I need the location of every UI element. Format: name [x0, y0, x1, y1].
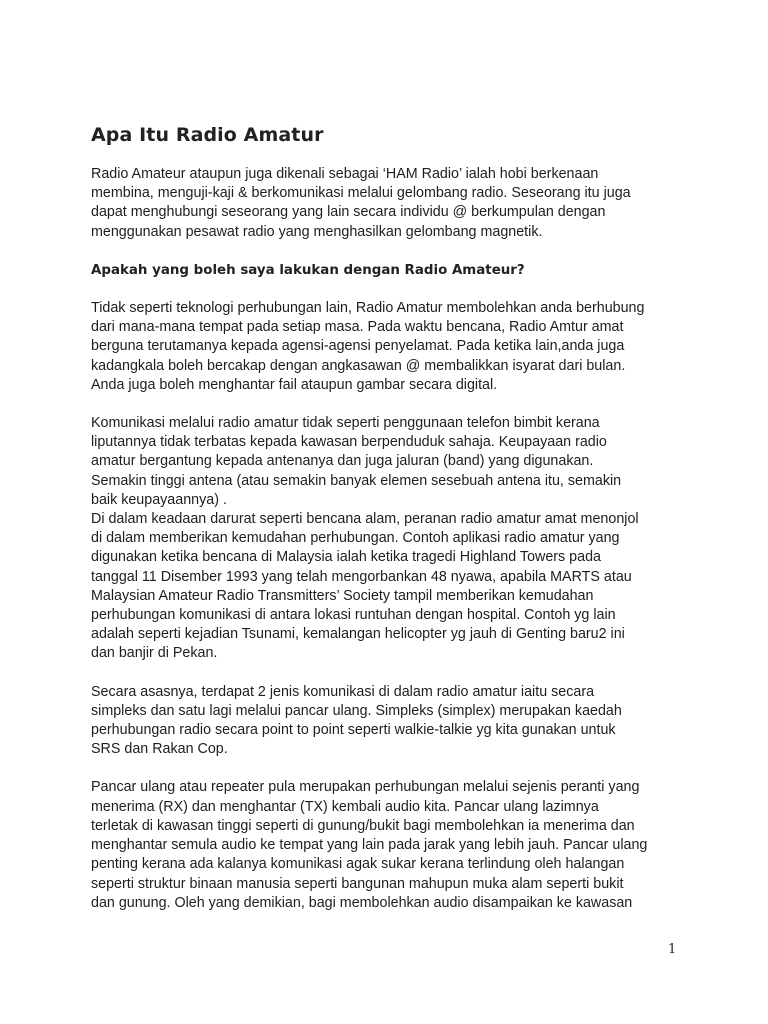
text-line: Secara asasnya, terdapat 2 jenis komunikasi di dalam radio amatur iaitu secara [91, 683, 595, 700]
document-body [91, 165, 691, 932]
text-line: simpleks dan satu lagi melalui pancar ulang. Simpleks (simplex) merupakan kaedah [91, 702, 622, 719]
text-line: Di dalam keadaan darurat seperti bencana alam, peranan radio amatur amat menonjol [91, 511, 639, 528]
text-line: menghantar semula audio ke tempat yang lain pada jarak yang lebih jauh. Pancar ulang [91, 837, 648, 854]
text-line: baik keupayaannya) . [91, 491, 227, 508]
text-line: kadangkala boleh bercakap dengan angkasawan @ membalikkan isyarat dari bulan. [91, 357, 626, 374]
text-line: terletak di kawasan tinggi seperti di gunung/bukit bagi membolehkan ia menerima dan [91, 817, 635, 834]
text-line: liputannya tidak terbatas kepada kawasan berpenduduk sahaja. Keupayaan radio [91, 434, 607, 451]
text-line: adalah seperti kejadian Tsunami, kemalangan helicopter yg jauh di Genting baru2 ini [91, 626, 625, 643]
text-line: dan banjir di Pekan. [91, 645, 218, 662]
text-line: Radio Amateur ataupun juga dikenali sebagai ‘HAM Radio’ ialah hobi berkenaan [91, 166, 599, 182]
paragraph-intro [91, 165, 691, 242]
paragraph-repeater [91, 778, 691, 912]
text-line: Komunikasi melalui radio amatur tidak seperti penggunaan telefon bimbit kerana [91, 415, 600, 432]
text-line: SRS dan Rakan Cop. [91, 741, 228, 758]
text-line: membina, menguji-kaji & berkomunikasi melalui gelombang radio. Seseorang itu juga [91, 185, 631, 202]
text-line: amatur bergantung kepada antenanya dan juga jaluran (band) yang digunakan. [91, 453, 594, 470]
paragraph-coverage [91, 414, 691, 510]
text-line: Tidak seperti teknologi perhubungan lain, Radio Amatur membolehkan anda berhubung [91, 300, 645, 317]
paragraph-simplex [91, 683, 691, 760]
text-line: Pancar ulang atau repeater pula merupakan perhubungan melalui sejenis peranti yang [91, 779, 640, 796]
text-line: Anda juga boleh menghantar fail ataupun gambar secara digital. [91, 376, 498, 393]
text-line: di dalam memberikan kemudahan perhubungan. Contoh aplikasi radio amatur yang [91, 530, 620, 547]
page-number: 1 [668, 942, 677, 957]
text-line: digunakan ketika bencana di Malaysia ialah ketika tragedi Highland Towers pada [91, 549, 601, 566]
subheading: Apakah yang boleh saya lakukan dengan Radio Amateur? [91, 262, 525, 278]
text-line: penting kerana ada kalanya komunikasi agak sukar kerana terlindung oleh halangan [91, 856, 625, 873]
text-line: Semakin tinggi antena (atau semakin banyak elemen sesebuah antena itu, semakin [91, 472, 622, 489]
text-line: perhubungan radio secara point to point seperti walkie-talkie yg kita gunakan untuk [91, 722, 616, 739]
paragraph-uses [91, 299, 691, 395]
paragraph-emergency [91, 510, 691, 664]
text-line: berguna terutamanya kepada agensi-agensi penyelamat. Pada ketika lain,anda juga [91, 338, 625, 355]
text-line: menerima (RX) dan menghantar (TX) kembali audio kita. Pancar ulang lazimnya [91, 798, 599, 815]
text-line: perhubungan komunikasi di antara lokasi runtuhan dengan hospital. Contoh yg lain [91, 607, 616, 624]
text-line: menggunakan pesawat radio yang menghasilkan gelombang magnetik. [91, 223, 543, 240]
page-title: Apa Itu Radio Amatur [91, 124, 324, 146]
text-line: tanggal 11 Disember 1993 yang telah mengorbankan 48 nyawa, apabila MARTS atau [91, 568, 632, 585]
text-line: dan gunung. Oleh yang demikian, bagi membolehkan audio disampaikan ke kawasan [91, 894, 633, 911]
text-line: seperti struktur binaan manusia seperti bangunan mahupun muka alam seperti bukit [91, 875, 624, 892]
text-line: Malaysian Amateur Radio Transmitters’ Society tampil memberikan kemudahan [91, 587, 594, 604]
text-line: dari mana-mana tempat pada setiap masa. Pada waktu bencana, Radio Amtur amat [91, 319, 624, 336]
text-line: dapat menghubungi seseorang yang lain secara individu @ berkumpulan dengan [91, 204, 606, 221]
